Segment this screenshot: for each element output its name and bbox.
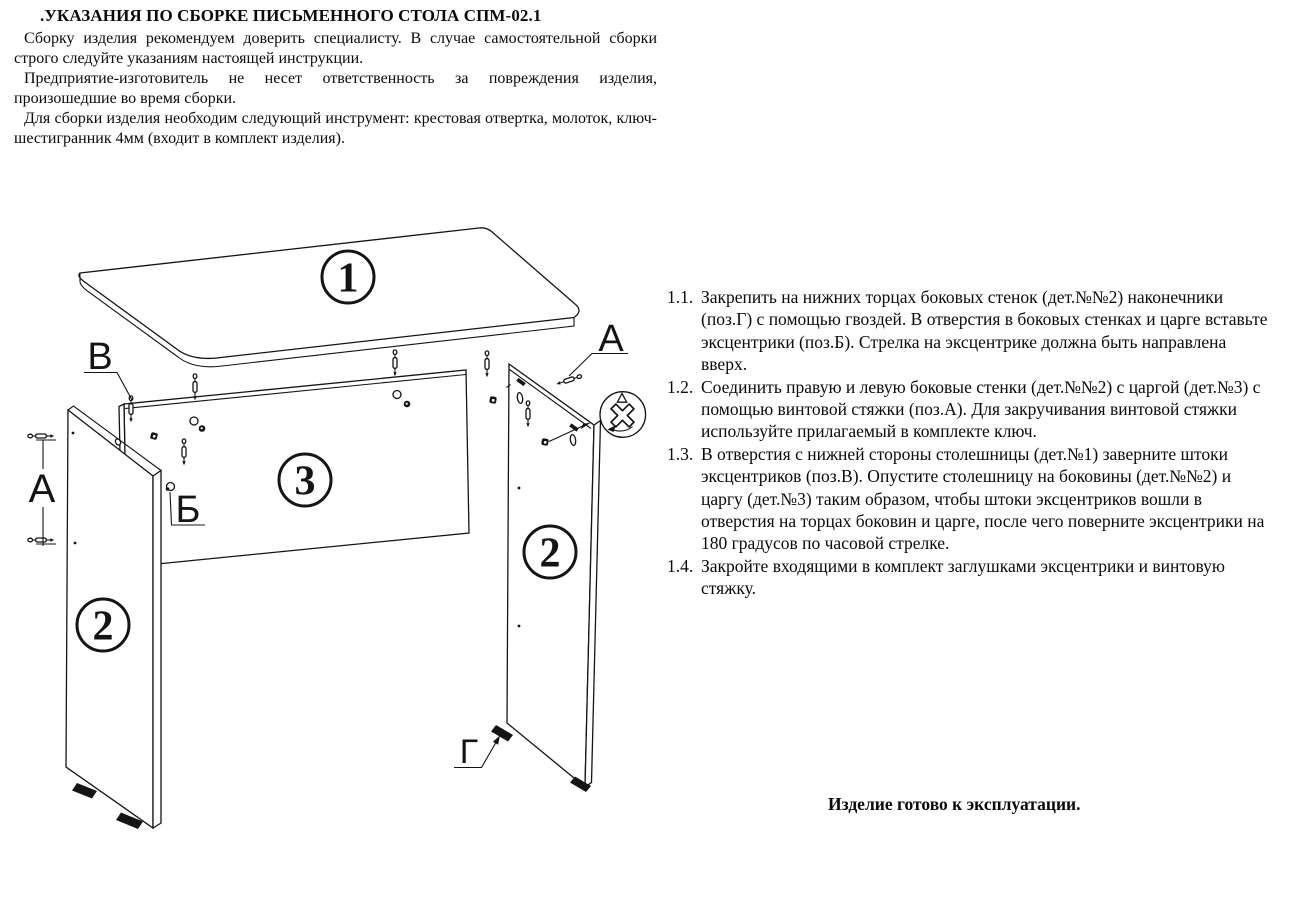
label-g: Г (459, 733, 479, 771)
assembly-diagram (20, 200, 660, 860)
step-item-3 (667, 443, 1268, 555)
eccentric-icon (541, 438, 549, 446)
step-number: 1.3. (667, 443, 694, 464)
step-text: Закрепить на нижних торцах боковых стенок (дет.№№2) наконечники (поз.Г) с помощью гвоздей. В отверстия в боковых стенках и царге вставьте эксцентрики (поз.Б). Стрелка на эксцентрике должна быть направлена вверх. (701, 287, 1268, 375)
step-item-1 (667, 286, 1268, 376)
label-a-left: А (28, 467, 56, 511)
bolt-icon (28, 434, 54, 438)
stud-icon (485, 351, 489, 377)
cam-hole (190, 417, 198, 425)
foot-cap (491, 725, 513, 742)
page-title: .УКАЗАНИЯ ПО СБОРКЕ ПИСЬМЕННОГО СТОЛА СПМ-02.1 (40, 6, 542, 25)
assembly-steps (667, 286, 1268, 600)
callout-right-panel: 2 (539, 530, 561, 577)
dimension-a-left (29, 440, 56, 546)
header-block (14, 6, 657, 149)
tabletop-part (79, 228, 579, 367)
step-text: Закройте входящими в комплект заглушками эксцентрики и винтовую стяжку. (701, 555, 1225, 599)
step-number: 1.4. (667, 555, 694, 576)
step-number: 1.1. (667, 287, 694, 307)
callout-left-panel: 2 (92, 603, 114, 650)
step-number: 1.2. (667, 376, 694, 397)
label-b: Б (175, 489, 201, 531)
label-v: В (87, 336, 113, 378)
eccentric-icon (489, 396, 497, 404)
step-text: Соединить правую и левую боковые стенки (дет.№№2) с царгой (дет.№3) с помощью винтовой стяжки (поз.А). Для закручивания винтовой стяжки используйте прилагаемый в комплекте ключ. (701, 376, 1261, 442)
callout-back-rail: 3 (294, 458, 316, 505)
intro-paragraph-3: Для сборки изделия необходим следующий инструмент: крестовая отвертка, молоток, ключ-шестигранник 4мм (входит в комплект изделия). (14, 110, 657, 147)
ready-note: Изделие готово к эксплуатации. (828, 794, 1081, 814)
step-text: В отверстия с нижней стороны столешницы (дет.№1) заверните штоки эксцентриков (поз.В). Опустите столешницу на боковины (дет.№№2) и царгу (дет.№3) таким образом, чтобы штоки эксцентриков вошли в отверстия на торцах боковин и царге, после чего поверните эксцентрики на 180 градусов по часовой стрелке. (701, 443, 1265, 554)
callout-tabletop: 1 (337, 255, 359, 302)
intro-paragraph-2: Предприятие-изготовитель не несет ответственность за повреждения изделия, произошедшие во время сборки. (14, 70, 657, 107)
step-item-2 (667, 376, 1268, 443)
step-item-4 (667, 555, 1268, 600)
bolt-icon (28, 538, 54, 542)
cam-hole (393, 391, 401, 399)
stud-icon (393, 350, 397, 376)
intro-paragraph-1: Сборку изделия рекомендуем доверить специалисту. В случае самостоятельной сборки строго следуйте указаниям настоящей инструкции. (14, 30, 657, 67)
label-a-detail: А (598, 318, 624, 360)
